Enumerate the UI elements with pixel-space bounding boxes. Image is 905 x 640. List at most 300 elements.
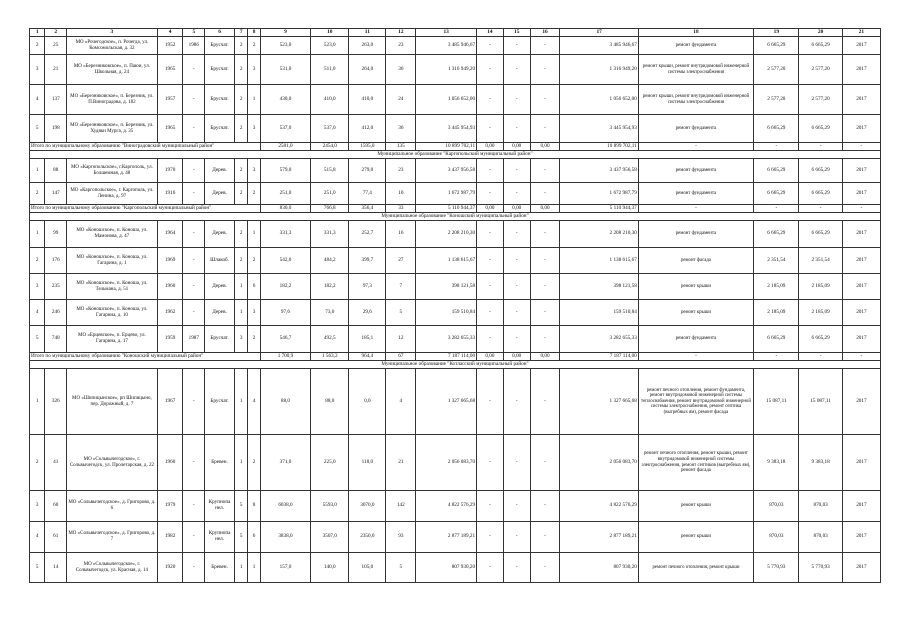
- table-cell: 1979: [157, 491, 183, 522]
- table-cell: 176: [45, 248, 67, 274]
- table-cell: -: [183, 248, 205, 274]
- total-cell: 0,00: [503, 353, 530, 361]
- table-cell: 1960: [157, 274, 183, 300]
- table-cell: 1916: [157, 183, 183, 205]
- table-cell: 21: [45, 55, 67, 85]
- table-cell: -: [477, 522, 504, 553]
- table-cell: 2: [30, 37, 45, 55]
- table-cell: 251,0: [260, 183, 310, 205]
- table-cell: 88: [45, 159, 67, 183]
- table-cell: ремонт крыши: [638, 274, 753, 300]
- table-cell: 331,3: [311, 221, 349, 248]
- table-cell: 97,3: [349, 274, 386, 300]
- table-cell: ремонт фундамента: [638, 221, 753, 248]
- table-cell: 6 665,29: [799, 326, 842, 353]
- table-cell: 4 822 576,29: [416, 491, 477, 522]
- table-cell: -: [530, 85, 560, 115]
- table-cell: 6 665,29: [799, 115, 842, 143]
- table-cell: 15 087,11: [754, 369, 799, 435]
- table-cell: ремонт печного отопления, ремонт крыши: [638, 553, 753, 583]
- table-cell: 3: [30, 55, 45, 85]
- table-cell: 2017: [842, 522, 880, 553]
- total-cell: -: [638, 205, 753, 213]
- table-cell: 2017: [842, 491, 880, 522]
- table-cell: МО «Каргопольское», г.Каргополь, ул. Болшемная, д. 48: [67, 159, 158, 183]
- total-cell: 67: [386, 353, 416, 361]
- total-cell: -: [754, 353, 799, 361]
- table-row: [30, 55, 881, 85]
- table-row: [30, 522, 881, 553]
- table-cell: 1 327 665,68: [416, 369, 477, 435]
- table-cell: 1969: [157, 248, 183, 274]
- table-cell: 430,0: [260, 85, 310, 115]
- table-cell: МО «Сольвычегодское», г. Сольвычегодск, ул. Красная, д. 14: [67, 553, 158, 583]
- table-row: [30, 221, 881, 248]
- table-cell: 523,0: [311, 37, 349, 55]
- table-cell: 2017: [842, 300, 880, 326]
- table-cell: 6 665,29: [754, 115, 799, 143]
- table-cell: -: [530, 553, 560, 583]
- total-cell: -: [754, 205, 799, 213]
- table-cell: Брусчат.: [205, 37, 235, 55]
- table-cell: 398 121,58: [560, 274, 638, 300]
- table-cell: 3 282 655,33: [416, 326, 477, 353]
- table-cell: -: [477, 159, 504, 183]
- column-number-cell: 2: [45, 29, 67, 37]
- total-cell: 830,0: [260, 205, 310, 213]
- table-cell: 5: [386, 300, 416, 326]
- table-cell: -: [530, 115, 560, 143]
- total-cell: -: [638, 353, 753, 361]
- table-cell: 2: [234, 159, 247, 183]
- table-cell: 2 877 189,21: [560, 522, 638, 553]
- table-cell: 3 437 956,58: [560, 159, 638, 183]
- table-cell: -: [503, 221, 530, 248]
- table-cell: 2 056 083,70: [560, 435, 638, 491]
- section-title: Муниципальное образование "Коношский муниципальный район": [30, 213, 881, 221]
- table-row: [30, 435, 881, 491]
- table-cell: 3 437 956,58: [416, 159, 477, 183]
- table-cell: -: [530, 274, 560, 300]
- table-cell: МО «Сольвычегодское», д. Григорово, д. 6: [67, 491, 158, 522]
- table-cell: 1920: [157, 553, 183, 583]
- table-cell: -: [503, 274, 530, 300]
- table-cell: 537,0: [311, 115, 349, 143]
- table-cell: -: [503, 435, 530, 491]
- table-cell: -: [503, 522, 530, 553]
- column-number-cell: 1: [30, 29, 45, 37]
- total-cell: 135: [386, 143, 416, 151]
- table-cell: 4: [386, 369, 416, 435]
- table-cell: 2017: [842, 55, 880, 85]
- table-cell: 6 665,29: [799, 37, 842, 55]
- total-row: [30, 353, 881, 361]
- total-label: Итого по муниципальному образованию "Каргопольский муниципальный район": [30, 205, 261, 213]
- table-cell: 326: [45, 369, 67, 435]
- table-cell: -: [183, 183, 205, 205]
- table-row: [30, 85, 881, 115]
- table-cell: 60: [45, 491, 67, 522]
- column-number-cell: 16: [530, 29, 560, 37]
- table-cell: 1970: [157, 159, 183, 183]
- table-cell: 2: [248, 435, 260, 491]
- table-cell: 870,03: [799, 522, 842, 553]
- column-number-cell: 4: [157, 29, 183, 37]
- table-body: [30, 29, 881, 583]
- table-cell: Дерев.: [205, 300, 235, 326]
- table-cell: МО «Коношское», п. Коноша, ул. Гагарина, д. 1: [67, 248, 158, 274]
- column-number-cell: 8: [248, 29, 260, 37]
- table-cell: 5 770,93: [754, 553, 799, 583]
- table-row: [30, 37, 881, 55]
- table-cell: 546,7: [260, 326, 310, 353]
- table-cell: МО «Березниковское», п. Березник, ул. П.Виноградова, д. 182: [67, 85, 158, 115]
- total-cell: -: [842, 143, 880, 151]
- total-cell: 1 563,2: [311, 353, 349, 361]
- table-row: [30, 183, 881, 205]
- table-cell: 41: [45, 435, 67, 491]
- table-cell: -: [183, 115, 205, 143]
- table-cell: 73,0: [311, 300, 349, 326]
- table-cell: 3070,0: [349, 491, 386, 522]
- table-cell: 5: [234, 491, 247, 522]
- table-cell: 2 208 210,30: [416, 221, 477, 248]
- table-cell: -: [477, 369, 504, 435]
- table-cell: 331,3: [260, 221, 310, 248]
- total-cell: 7 187 114,00: [416, 353, 477, 361]
- table-cell: 1 327 665,68: [560, 369, 638, 435]
- table-cell: -: [530, 183, 560, 205]
- table-cell: 8: [248, 491, 260, 522]
- table-cell: 1 138 615,67: [560, 248, 638, 274]
- table-cell: -: [503, 369, 530, 435]
- table-cell: 105,0: [349, 553, 386, 583]
- table-cell: -: [503, 183, 530, 205]
- table-cell: ремонт фундамента: [638, 326, 753, 353]
- table-cell: -: [530, 55, 560, 85]
- table-cell: -: [477, 274, 504, 300]
- table-cell: 140,0: [311, 553, 349, 583]
- table-cell: 1: [248, 85, 260, 115]
- table-cell: Крупнопа нел.: [205, 491, 235, 522]
- table-cell: 6 665,29: [799, 183, 842, 205]
- table-cell: ремонт печного отопления, ремонт фундамента, ремонт внутридомовой инженерной системы теплоснабжения, ремонт внутридомовой инженерной системы электроснабжения, ремонт септика (выгребных ям), ремонт фасада: [638, 369, 753, 435]
- table-cell: 25: [45, 37, 67, 55]
- table-cell: 182,2: [260, 274, 310, 300]
- table-cell: 3: [248, 300, 260, 326]
- table-cell: ремонт фундамента: [638, 37, 753, 55]
- table-cell: -: [503, 248, 530, 274]
- table-cell: 1965: [157, 55, 183, 85]
- document-sheet: [29, 28, 881, 583]
- table-cell: 2: [30, 435, 45, 491]
- table-cell: ремонт фундамента: [638, 159, 753, 183]
- table-cell: 279,0: [349, 159, 386, 183]
- table-cell: 3: [248, 115, 260, 143]
- column-number-row: [30, 29, 881, 37]
- table-cell: 97,6: [260, 300, 310, 326]
- table-cell: -: [183, 369, 205, 435]
- table-cell: 2: [248, 37, 260, 55]
- table-cell: Брусчат.: [205, 326, 235, 353]
- table-cell: 2017: [842, 37, 880, 55]
- table-cell: 2017: [842, 369, 880, 435]
- total-cell: 964,4: [349, 353, 386, 361]
- column-number-cell: 17: [560, 29, 638, 37]
- column-number-cell: 18: [638, 29, 753, 37]
- table-cell: Дерев.: [205, 159, 235, 183]
- table-cell: -: [503, 491, 530, 522]
- column-number-cell: 13: [416, 29, 477, 37]
- table-cell: 1960: [157, 435, 183, 491]
- table-cell: 1: [234, 274, 247, 300]
- table-cell: МО «Коношское», п. Коноша, ул. Гагарина, д. 10: [67, 300, 158, 326]
- table-cell: 2017: [842, 115, 880, 143]
- table-cell: 3 445 954,93: [560, 115, 638, 143]
- table-cell: 246: [45, 300, 67, 326]
- total-cell: -: [799, 143, 842, 151]
- table-cell: 1 316 949,20: [416, 55, 477, 85]
- table-cell: 3: [30, 274, 45, 300]
- column-number-cell: 7: [234, 29, 247, 37]
- total-cell: -: [799, 353, 842, 361]
- table-cell: 2017: [842, 274, 880, 300]
- table-cell: 1: [30, 369, 45, 435]
- table-cell: 6 665,29: [754, 37, 799, 55]
- table-cell: -: [530, 159, 560, 183]
- section-header-row: [30, 151, 881, 159]
- table-cell: -: [477, 85, 504, 115]
- table-cell: 198: [45, 115, 67, 143]
- table-cell: 1: [234, 369, 247, 435]
- total-cell: 33: [386, 205, 416, 213]
- table-cell: 2350,0: [349, 522, 386, 553]
- table-cell: 1 056 652,00: [560, 85, 638, 115]
- table-cell: ремонт крыши, ремонт внутридомовой инженерной системы электроснабжения: [638, 55, 753, 85]
- table-cell: -: [183, 522, 205, 553]
- table-cell: МО «Сольвычегодское», д. Григорово, д. 7: [67, 522, 158, 553]
- table-cell: 5: [30, 326, 45, 353]
- table-cell: 523,0: [260, 37, 310, 55]
- table-cell: 2: [234, 85, 247, 115]
- table-cell: 1962: [157, 300, 183, 326]
- table-cell: 3507,0: [311, 522, 349, 553]
- total-cell: -: [799, 205, 842, 213]
- table-cell: 2 208 210,30: [560, 221, 638, 248]
- table-cell: 29,6: [349, 300, 386, 326]
- table-cell: МО «Рочегодское», п. Рочегда, ул. Комсомольская, д. 32: [67, 37, 158, 55]
- table-cell: МО «Березниковское», п. Паюи, ул. Школьная, д. 24: [67, 55, 158, 85]
- table-cell: Брусчат.: [205, 85, 235, 115]
- table-cell: ремонт фундамента: [638, 115, 753, 143]
- table-cell: 36: [386, 55, 416, 85]
- total-cell: -: [638, 143, 753, 151]
- table-cell: 36: [386, 115, 416, 143]
- table-cell: -: [477, 37, 504, 55]
- column-number-cell: 11: [349, 29, 386, 37]
- table-cell: 1: [248, 553, 260, 583]
- table-cell: МО «Шипицынское», рп Шипицыно, пер. Дорожный, д. 7: [67, 369, 158, 435]
- total-cell: 0,00: [503, 143, 530, 151]
- table-cell: 2: [248, 326, 260, 353]
- column-number-cell: 9: [260, 29, 310, 37]
- table-cell: 21: [386, 435, 416, 491]
- table-cell: 2 185,09: [799, 274, 842, 300]
- table-cell: 2017: [842, 221, 880, 248]
- table-cell: 24: [386, 85, 416, 115]
- table-cell: 1: [234, 553, 247, 583]
- table-cell: МО «Каргопольское», г. Каргополь, ул. Ленина, д. 97: [67, 183, 158, 205]
- table-cell: Шлакоб.: [205, 248, 235, 274]
- total-cell: 1 700,9: [260, 353, 310, 361]
- table-cell: 147: [45, 183, 67, 205]
- table-cell: 2: [234, 221, 247, 248]
- table-cell: 870,03: [799, 491, 842, 522]
- table-cell: ремонт крыши, ремонт внутридомовой инженерной системы электроснабжения: [638, 85, 753, 115]
- table-cell: 2: [234, 55, 247, 85]
- table-cell: 3 445 954,93: [416, 115, 477, 143]
- table-cell: 6: [248, 274, 260, 300]
- table-cell: 3 485 946,67: [560, 37, 638, 55]
- table-cell: 2: [248, 183, 260, 205]
- total-cell: 7 187 114,00: [560, 353, 638, 361]
- table-cell: 492,5: [311, 326, 349, 353]
- table-cell: 10: [386, 183, 416, 205]
- table-cell: 1 056 652,00: [416, 85, 477, 115]
- table-cell: -: [183, 85, 205, 115]
- table-row: [30, 248, 881, 274]
- table-cell: МО «Ерцевское», п. Ерцево, ул. Гагарина, д. 17: [67, 326, 158, 353]
- table-cell: 2 577,20: [754, 55, 799, 85]
- table-cell: 99: [45, 221, 67, 248]
- table-cell: 2017: [842, 85, 880, 115]
- table-cell: 2 185,09: [754, 300, 799, 326]
- table-cell: 23: [386, 159, 416, 183]
- table-cell: 748: [45, 326, 67, 353]
- table-row: [30, 369, 881, 435]
- section-title: Муниципальное образование "Котласский муниципальный район": [30, 361, 881, 369]
- table-cell: 3838,0: [260, 522, 310, 553]
- table-cell: -: [503, 326, 530, 353]
- table-cell: -: [530, 221, 560, 248]
- table-cell: -: [530, 326, 560, 353]
- table-cell: 185,1: [349, 326, 386, 353]
- table-cell: 7: [386, 274, 416, 300]
- table-cell: Дерев.: [205, 183, 235, 205]
- table-cell: Дерев.: [205, 274, 235, 300]
- table-cell: -: [183, 274, 205, 300]
- table-cell: 5593,0: [311, 491, 349, 522]
- total-row: [30, 143, 881, 151]
- table-cell: 4: [30, 85, 45, 115]
- section-title: Муниципальное образование "Каргопольский муниципальный район": [30, 151, 881, 159]
- table-cell: 6 665,29: [754, 326, 799, 353]
- table-cell: 1: [248, 221, 260, 248]
- table-cell: 2: [30, 183, 45, 205]
- total-label: Итого по муниципальному образованию "Виноградовский муниципальный район": [30, 143, 261, 151]
- table-cell: 1952: [157, 37, 183, 55]
- table-cell: -: [503, 159, 530, 183]
- table-cell: 15 087,11: [799, 369, 842, 435]
- table-row: [30, 274, 881, 300]
- table-cell: 9 383,18: [754, 435, 799, 491]
- total-cell: -: [842, 353, 880, 361]
- table-cell: 263,0: [349, 37, 386, 55]
- table-cell: 2 351,54: [754, 248, 799, 274]
- table-cell: 2 185,09: [799, 300, 842, 326]
- table-cell: ремонт фундамента: [638, 183, 753, 205]
- housing-repair-table: [29, 28, 881, 583]
- table-cell: -: [503, 37, 530, 55]
- table-cell: 2 577,20: [754, 85, 799, 115]
- table-row: [30, 326, 881, 353]
- table-cell: 2017: [842, 159, 880, 183]
- column-number-cell: 20: [799, 29, 842, 37]
- table-cell: -: [477, 491, 504, 522]
- table-cell: Брусчат.: [205, 115, 235, 143]
- table-cell: Дерев.: [205, 221, 235, 248]
- table-cell: 88,0: [260, 369, 310, 435]
- table-cell: 6 665,29: [799, 159, 842, 183]
- table-cell: -: [183, 491, 205, 522]
- table-cell: -: [530, 300, 560, 326]
- total-cell: 0,00: [503, 205, 530, 213]
- table-cell: -: [477, 553, 504, 583]
- table-cell: 398 121,58: [416, 274, 477, 300]
- table-cell: 1 672 987,79: [416, 183, 477, 205]
- table-cell: 870,03: [754, 491, 799, 522]
- table-cell: -: [477, 183, 504, 205]
- table-cell: 23: [386, 37, 416, 55]
- table-cell: 3: [30, 491, 45, 522]
- table-cell: 5: [386, 553, 416, 583]
- table-cell: 2 056 083,70: [416, 435, 477, 491]
- total-label: Итого по муниципальному образованию "Коношский муниципальный район": [30, 353, 261, 361]
- table-cell: 159 510,84: [560, 300, 638, 326]
- table-cell: 1965: [157, 115, 183, 143]
- total-cell: 5 110 944,37: [416, 205, 477, 213]
- table-cell: 537,0: [260, 115, 310, 143]
- table-cell: 93: [386, 522, 416, 553]
- table-cell: 12: [386, 326, 416, 353]
- table-row: [30, 115, 881, 143]
- table-cell: -: [503, 85, 530, 115]
- column-number-cell: 5: [183, 29, 205, 37]
- table-cell: 137: [45, 85, 67, 115]
- total-cell: -: [842, 205, 880, 213]
- table-cell: 412,0: [349, 115, 386, 143]
- table-cell: 142: [386, 491, 416, 522]
- table-row: [30, 300, 881, 326]
- table-cell: -: [477, 55, 504, 85]
- table-cell: 14: [45, 553, 67, 583]
- table-cell: -: [530, 435, 560, 491]
- total-cell: 0,00: [530, 143, 560, 151]
- table-cell: 511,0: [311, 55, 349, 85]
- total-cell: 356,4: [349, 205, 386, 213]
- table-cell: 77,4: [349, 183, 386, 205]
- table-cell: 2: [248, 248, 260, 274]
- column-number-cell: 12: [386, 29, 416, 37]
- table-cell: 1964: [157, 221, 183, 248]
- table-cell: 5 770,93: [799, 553, 842, 583]
- table-cell: 1959: [157, 326, 183, 353]
- table-cell: 235: [45, 274, 67, 300]
- table-cell: -: [530, 248, 560, 274]
- table-cell: Бревен.: [205, 435, 235, 491]
- table-cell: 2: [234, 37, 247, 55]
- total-cell: 0,00: [530, 205, 560, 213]
